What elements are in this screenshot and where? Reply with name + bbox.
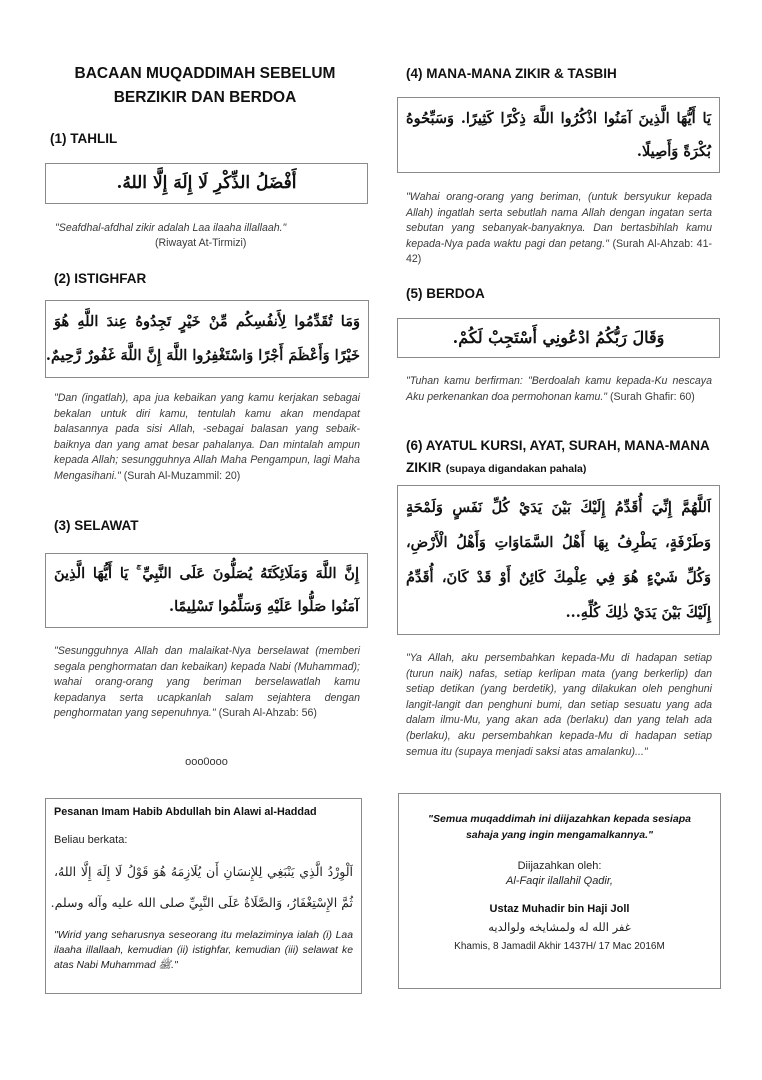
document-title bbox=[40, 62, 370, 110]
heading-ayatul-kursi: (6) AYATUL KURSI, AYAT, SURAH, MANA-MANA ZIKIR bbox=[406, 438, 710, 475]
istighfar-reference: (Surah Al-Muzammil: 20) bbox=[123, 469, 241, 482]
ijazah-by-title: Al-Faqir ilallahil Qadir, bbox=[506, 875, 613, 887]
selawat-arabic-line-2: آمَنُوا صَلُّوا عَلَيْهِ وَسَلِّمُوا تَسْلِيمًا. bbox=[169, 598, 359, 615]
ayatul-kursi-arabic-box bbox=[397, 485, 720, 635]
selawat-translation-block bbox=[54, 644, 360, 722]
heading-zikir-tasbih: (4) MANA-MANA ZIKIR & TASBIH bbox=[406, 66, 617, 81]
heading-ayatul-kursi-note: (supaya digandakan pahala) bbox=[445, 463, 587, 475]
tahlil-translation-block bbox=[55, 221, 355, 251]
ayatul-kursi-arabic-line-1: اَللَّهُمَّ إِنِّيَ أُقَدِّمُ إِلَيْكَ بَيْنَ يَدَيْ كُلِّ نَفَسٍ وَلَمْحَةٍ bbox=[406, 499, 711, 516]
ayatul-kursi-translation: "Ya Allah, aku persembahkan kepada-Mu di hadapan setiap (turun naik) nafas, setiap kerlipan mata (yang berkerlip) dan setiap detikan (yang berdetik), yang dilakukan oleh penghuni langit-langit dan penghuni bumi, dan setiap sesuatu yang ada dalam ilmu-Mu, yang akan ada (berlaku) dan yang telah ada (berlaku), aku persembahkan kepada-Mu di hadapan setiap semua itu (supaya menjadi saksi atas amalanku)..." bbox=[406, 652, 712, 758]
istighfar-arabic-line-1: وَمَا تُقَدِّمُوا لِأَنفُسِكُم مِّنْ خَيْرٍ تَجِدُوهُ عِندَ اللَّهِ هُوَ bbox=[54, 313, 360, 330]
selawat-arabic-line-1: إِنَّ اللَّهَ وَمَلَائِكَتَهُ يُصَلُّونَ عَلَى النَّبِيِّ ۚ يَا أَيُّهَا الَّذِينَ bbox=[54, 565, 359, 582]
title-line-1: BACAAN MUQADDIMAH SEBELUM bbox=[74, 65, 336, 82]
tahlil-arabic-box bbox=[45, 163, 368, 204]
heading-berdoa: (5) BERDOA bbox=[406, 286, 485, 301]
heading-tahlil: (1) TAHLIL bbox=[50, 131, 118, 146]
pesanan-arabic-line-1: اَلْوِرْدُ الَّذِي يَنْبَغِي لِلإِنسَانِ أَن يُلَازِمَهُ هُوَ قَوْلُ لَا إِلَهَ إِلَّا اللهُ، bbox=[54, 864, 353, 879]
tahlil-arabic-text: أَفْضَلُ الذِّكْرِ لَا إِلَهَ إِلَّا اللهُ. bbox=[116, 173, 297, 193]
ijazah-box bbox=[398, 793, 721, 989]
berdoa-translation: "Tuhan kamu berfirman: "Berdoalah kamu kepada-Ku nescaya Aku perkenankan doa permohonan kamu." bbox=[406, 375, 712, 403]
ijazah-quote-line-2: sahaja yang ingin mengamalkannya." bbox=[465, 829, 654, 841]
berdoa-reference: (Surah Ghafir: 60) bbox=[610, 390, 695, 403]
selawat-arabic-box bbox=[45, 553, 368, 628]
tahlil-translation: "Seafdhal-afdhal zikir adalah Laa ilaaha illallaah." bbox=[55, 222, 287, 234]
heading-selawat: (3) SELAWAT bbox=[54, 518, 139, 533]
zikir-reference: (Surah Al-Ahzab: 41-42) bbox=[406, 237, 712, 266]
pesanan-translation: "Wirid yang seharusnya seseorang itu melaziminya ialah (i) Laa ilaaha illallaah, kemudian (ii) istighfar, kemudian (iii) selawat ke atas Nabi Muhammad ﷺ." bbox=[54, 930, 353, 971]
istighfar-translation-block bbox=[54, 391, 360, 485]
ijazah-date: Khamis, 8 Jamadil Akhir 1437H/ 17 Mac 2016M bbox=[454, 941, 665, 952]
berdoa-arabic-box bbox=[397, 318, 720, 358]
pesanan-box bbox=[45, 798, 362, 994]
pesanan-arabic-line-2: ثُمَّ الإِسْتِغْفَارُ، وَالصَّلَاةُ عَلَى النَّبِيِّ صلى الله عليه وآله وسلم. bbox=[50, 895, 353, 910]
zikir-arabic-line-2: بُكْرَةً وَأَصِيلًا. bbox=[636, 143, 711, 160]
istighfar-arabic-box bbox=[45, 300, 369, 378]
ijazah-arabic-prayer: غفر الله له ولمشايخه ولوالديه bbox=[488, 920, 631, 934]
pesanan-title: Pesanan Imam Habib Abdullah bin Alawi al-Haddad bbox=[54, 806, 317, 818]
ayatul-kursi-arabic-line-3: وَكُلِّ شَيْءٍ هُوَ فِي عِلْمِكَ كَائِنٌ أَوْ قَدْ كَانَ، أُقَدِّمُ bbox=[406, 569, 711, 586]
istighfar-arabic-line-2: خَيْرًا وَأَعْظَمَ أَجْرًا وَاسْتَغْفِرُوا اللَّهَ إِنَّ اللَّهَ غَفُورٌ رَّحِيمٌ. bbox=[45, 347, 360, 364]
zikir-translation-block bbox=[406, 190, 712, 268]
selawat-translation: "Sesungguhnya Allah dan malaikat-Nya berselawat (memberi segala penghormatan dan kebaikan) kepada Nabi (Muhammad); wahai orang-orang yang beriman berselawatlah kamu kepadanya serta ucapkanlah salam sejahtera dengan penghormatan yang sepenuhnya." bbox=[54, 645, 360, 720]
berdoa-translation-block bbox=[406, 374, 712, 405]
istighfar-translation: "Dan (ingatlah), apa jua kebaikan yang kamu kerjakan sebagai bekalan untuk diri kamu, tentulah kamu akan mendapat balasannya pada sisi Allah, -sebagai balasan yang sebaik-baiknya dan yang amat besar pahalanya. Dan mintalah ampun kepada Allah; sesungguhnya Allah Maha Pengampun, lagi Maha Mengasihani." bbox=[54, 392, 360, 482]
title-line-2: BERZIKIR DAN BERDOA bbox=[113, 89, 297, 106]
pesanan-intro: Beliau berkata: bbox=[54, 834, 128, 846]
ijazah-quote-line-1: "Semua muqaddimah ini diijazahkan kepada sesiapa bbox=[428, 813, 691, 825]
ijazah-quote bbox=[399, 811, 720, 843]
selawat-reference: (Surah Al-Ahzab: 56) bbox=[218, 707, 317, 720]
zikir-arabic-line-1: يَا أَيُّهَا الَّذِينَ آمَنُوا اذْكُرُوا اللَّهَ ذِكْرًا كَثِيرًا. وَسَبِّحُوهُ bbox=[406, 110, 711, 127]
berdoa-arabic-text: وَقَالَ رَبُّكُمُ ادْعُونِي أَسْتَجِبْ لَكُمْ. bbox=[452, 328, 665, 347]
heading-ayatul-kursi-block bbox=[406, 435, 716, 480]
ijazah-by-label: Diijazahkan oleh: bbox=[517, 860, 602, 872]
ayatul-kursi-arabic-line-2: وَطَرْفَةٍ، يَطْرِفُ بِهَا أَهْلُ السَّمَاوَاتِ وَأَهْلُ الْأَرْضِ، bbox=[406, 534, 711, 551]
tahlil-reference: (Riwayat At-Tirmizi) bbox=[155, 237, 247, 249]
section-separator: ooo0ooo bbox=[185, 756, 228, 768]
heading-istighfar: (2) ISTIGHFAR bbox=[54, 271, 147, 286]
zikir-translation: "Wahai orang-orang yang beriman, (untuk bersyukur kepada Allah) ingatlah serta sebutlah nama Allah dengan ingatan serta sebutan yang sebanyak-banyaknya. Dan bertasbihlah kamu kepada-Nya pada waktu pagi dan petang." bbox=[406, 191, 712, 250]
ayatul-kursi-arabic-line-4: إِلَيْكَ بَيْنَ يَدَيْ ذٰلِكَ كُلِّهِ... bbox=[565, 604, 711, 621]
ijazah-name: Ustaz Muhadir bin Haji Joll bbox=[489, 903, 630, 915]
zikir-arabic-box bbox=[397, 97, 720, 173]
